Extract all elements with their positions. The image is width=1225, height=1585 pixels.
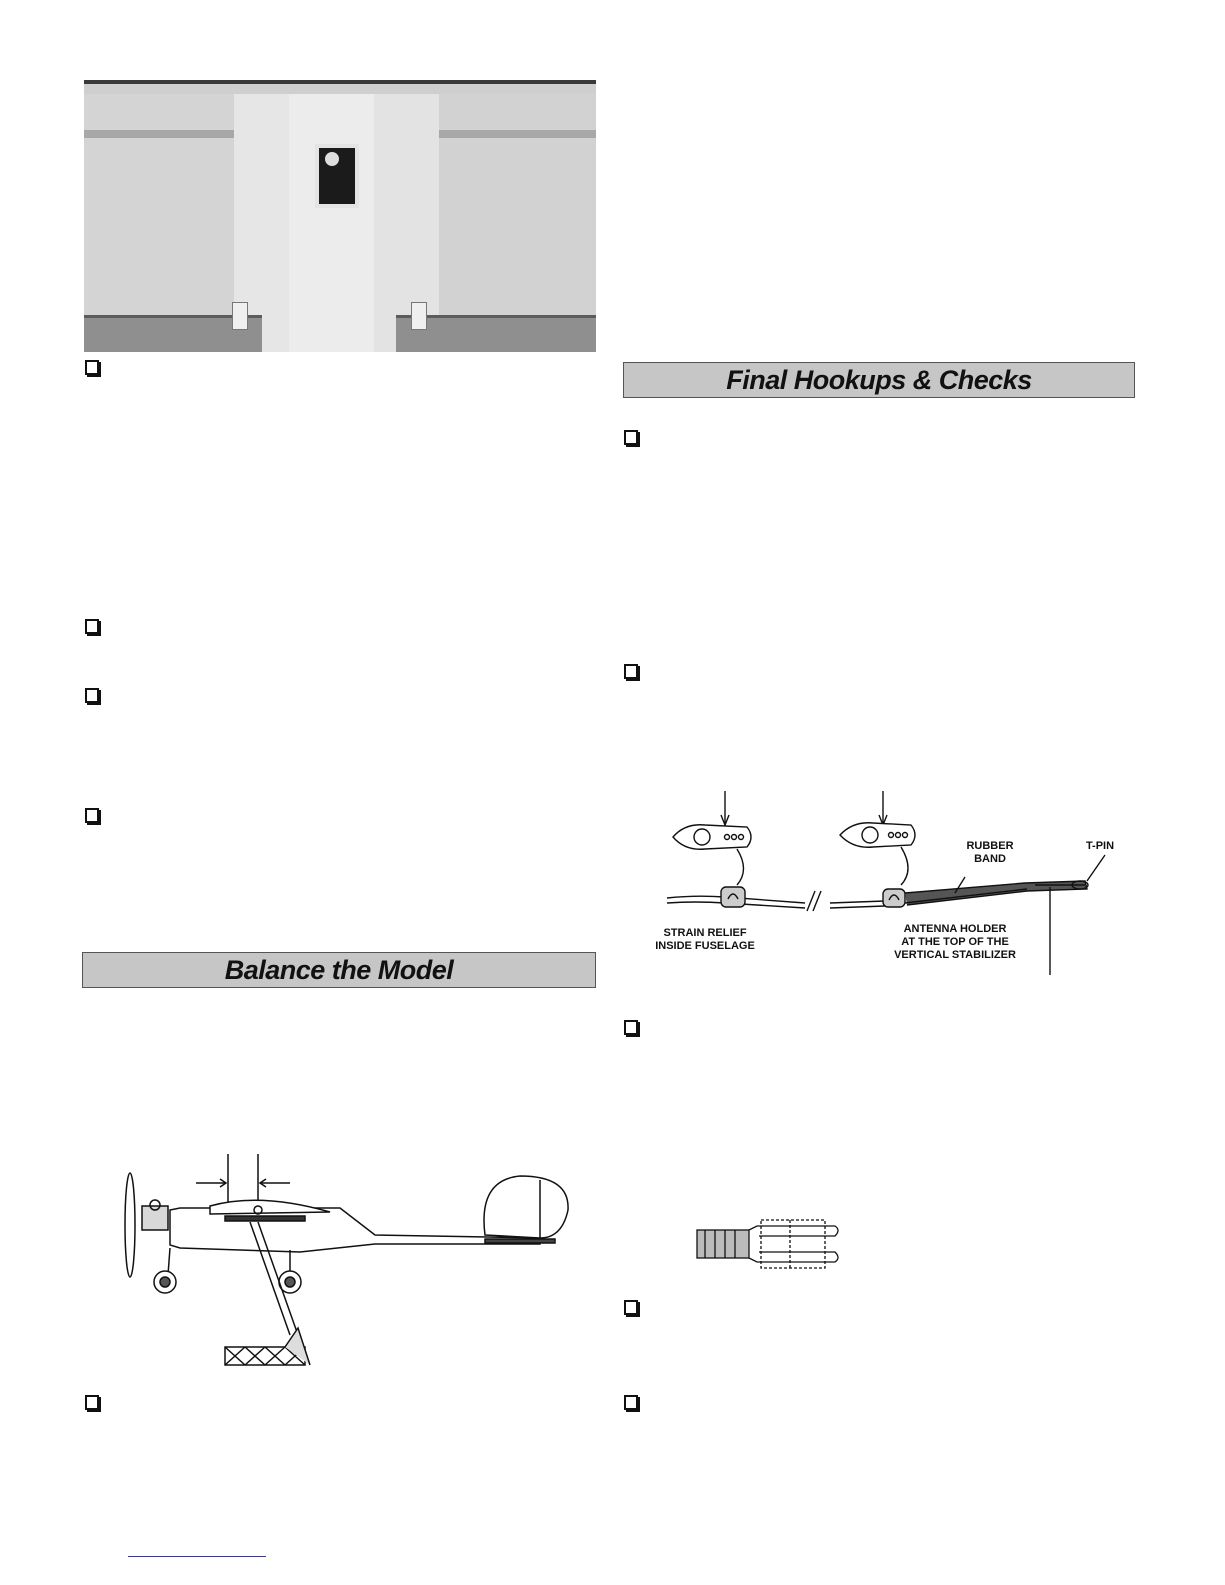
checkbox-step[interactable]	[624, 1395, 638, 1410]
footer-link-underline[interactable]	[128, 1556, 266, 1557]
checkbox-step[interactable]	[85, 688, 99, 703]
label-antenna-holder: ANTENNA HOLDER AT THE TOP OF THE VERTICAL STABILIZER	[894, 923, 1016, 961]
checkbox-step[interactable]	[624, 1020, 638, 1035]
clevis-diagram	[695, 1218, 845, 1270]
label-rubber-band: RUBBER BAND	[966, 840, 1014, 865]
checkbox-step[interactable]	[624, 664, 638, 679]
checkbox-step[interactable]	[85, 619, 99, 634]
balance-title: Balance the Model	[224, 954, 454, 985]
label-strain-relief: STRAIN RELIEF INSIDE FUSELAGE	[655, 927, 755, 952]
section-header-final-hookups	[623, 362, 1135, 398]
wing-servo-photo	[84, 80, 596, 352]
checkbox-step[interactable]	[85, 360, 99, 375]
final-hookups-title: Final Hookups & Checks	[726, 364, 1032, 395]
label-t-pin: T-PIN	[1085, 840, 1115, 852]
checkbox-step[interactable]	[624, 430, 638, 445]
checkbox-step[interactable]	[85, 808, 99, 823]
checkbox-step[interactable]	[85, 1395, 99, 1410]
checkbox-step[interactable]	[624, 1300, 638, 1315]
section-header-balance	[82, 952, 596, 988]
airplane-balance-diagram	[100, 1150, 570, 1370]
